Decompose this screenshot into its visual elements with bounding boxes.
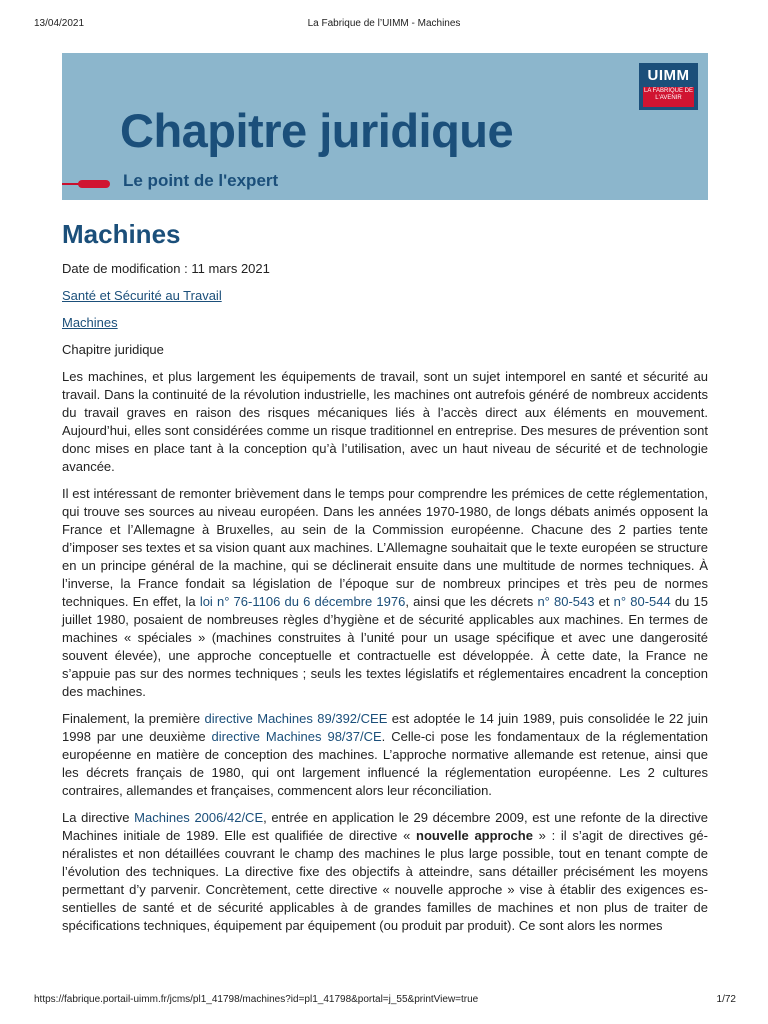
link-loi-76-1106[interactable]: loi n° 76-1106 du 6 décembre 1976	[199, 594, 406, 609]
p3-text-3: . Celle-ci pose les fondamentaux de la réglementation européenne en matière de conception des machines. L’approche normative allemande est retenue, ainsi que les décrets français de 1980, qui ont largement influencé la réglementation européenne. Les 2 cultures contraires, allemandes et françaises, commencent alors leur réconciliation.	[62, 729, 708, 798]
tag-link-sante-securite[interactable]: Santé et Sécurité au Travail	[62, 288, 222, 303]
banner-title: Chapitre juridique	[120, 104, 514, 157]
print-footer	[0, 994, 768, 1008]
link-directive-89-392[interactable]: directive Machines 89/392/CEE	[204, 711, 388, 726]
p2-text-2: , ainsi que les décrets	[405, 594, 538, 609]
link-decret-80-544[interactable]: n° 80-544	[613, 594, 671, 609]
paragraph-4	[62, 809, 708, 935]
uimm-logo[interactable]	[639, 63, 698, 110]
p3-text-2: est adoptée le 14 juin 1989, puis consolidée le 22 juin 1998 par une deuxième	[62, 711, 709, 744]
paragraph-3	[62, 710, 708, 800]
chapter-banner	[62, 53, 708, 200]
p2-text-1: Il est intéressant de remonter brièvement dans le temps pour comprendre les prémices de cette réglementation, qui trouve ses sources au niveau européen. Dans les années 1970-1980, de longs débats animés opposent la France et l’Allemagne à Bruxelles, au sein de la Commission européenne. Chacune des 2 parties tente d’imposer ses textes et sa vision quant aux machines. L’Allemagne souhaitait que le texte européen se structure en un principe général de la machine, qui se déclinerait ensuite dans une multitude de normes techniques. À l’inverse, la France fondait sa législation de l’époque sur de nombreux principes et très peu de normes techniques. En effet, la	[62, 486, 708, 609]
print-date: 13/04/2021	[34, 18, 85, 29]
tag-link-machines[interactable]: Machines	[62, 315, 118, 330]
article-content	[62, 216, 708, 935]
p3-text-1: Finalement, la première	[62, 711, 205, 726]
modification-date: Date de modification : 11 mars 2021	[62, 261, 270, 276]
logo-text: UIMM	[647, 67, 690, 84]
article-title: Machines	[62, 219, 181, 249]
p4-text-1: La directive	[62, 810, 135, 825]
print-url: https://fabrique.portail-uimm.fr/jcms/pl1_41798/machines?id=pl1_41798&portal=j_55&printView=true	[34, 994, 479, 1005]
page-number: 1/72	[716, 994, 736, 1005]
p2-text-3: et	[594, 594, 614, 609]
link-directive-2006-42[interactable]: Machines 2006/42/CE	[134, 810, 264, 825]
link-decret-80-543[interactable]: n° 80-543	[537, 594, 595, 609]
logo-tagline: LA FABRIQUE DE L'AVENIR	[643, 88, 694, 101]
banner-subtitle: Le point de l'expert	[123, 171, 279, 190]
paragraph-2	[62, 485, 708, 701]
print-header	[0, 18, 768, 32]
p2-text-4: du 15 juillet 1980, posaient de nombreuses règles d’hygiène et de sécurité applicables aux machines. En termes de machines « spéciales » (machines construites à l’unité pour un usage spécifique et avec une dangerosité souvent élevée), une approche conceptuelle et contractuelle est développée. À cette date, la France ne s’appuie pas sur des normes techniques ; seuls les textes législatifs et réglementaires encadrent la conception des machines.	[62, 594, 708, 699]
p4-text-2: , entrée en application le 29 décembre 2009, est une refonte de la directive Machines initiale de 1989. Elle est qualifiée de directive «	[62, 810, 709, 843]
p4-text-3: » : il s’agit de directives généralistes et non détaillées couvrant le champ des machines le plus large possible, tout en tenant compte de l’évolution des techniques. La directive fixe des objectifs à atteindre, sans détailler précisément les moyens permettant d’y parvenir. Concrètement, cette directive « nouvelle approche » vise à établir des exigences essentielles de santé et de sécurité applicables à de grandes familles de machines et non plus de traiter de spécifications techniques, équipement par équipement (ou produit par produit). Ce sont alors les normes	[62, 828, 708, 933]
category-label: Chapitre juridique	[62, 342, 164, 357]
link-directive-98-37[interactable]: directive Machines 98/37/CE	[211, 729, 382, 744]
banner-accent-pill	[78, 180, 110, 188]
print-page-title: La Fabrique de l’UIMM - Machines	[307, 18, 461, 29]
paragraph-1: Les machines, et plus largement les équipements de travail, sont un sujet intemporel en santé et sécurité au travail. Dans la continuité de la révolution industrielle, les machines ont autrefois généré de nombreux accidents du travail graves en raison des risques mécaniques liés à l’accès direct aux éléments en mouvement. Aujourd’hui, elles sont considérées comme un risque traditionnel en entreprise. Des mesures de prévention sont donc mises en place tant à la conception qu’à l’utilisation, avec un haut niveau de sécurité et de technologie avancée.	[62, 369, 708, 474]
p4-bold-nouvelle-approche: nouvelle approche	[416, 828, 533, 843]
